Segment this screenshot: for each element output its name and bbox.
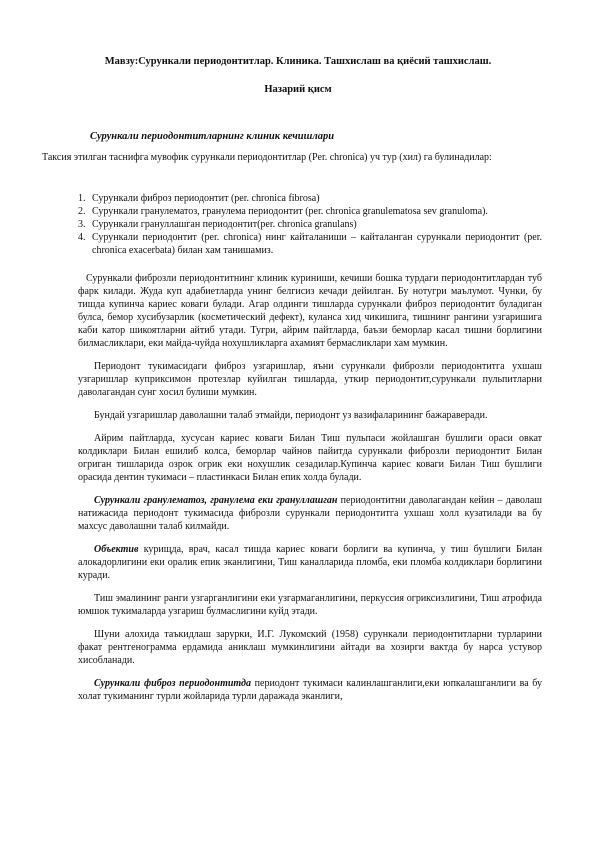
emphasis-text: Объектив (94, 544, 139, 555)
list-item-text: Сурункали фиброз периодонтит (per. chronica fibrosa) (92, 193, 320, 204)
list-item (78, 192, 542, 205)
list-item-text: Сурункали периодонтит (per. chronica) нинг кайталаниши – кайталанган сурункали периодонтит (per. chronica exacerbata) билан хам танишамиз. (92, 232, 542, 256)
paragraph (78, 494, 542, 533)
list-item-text: Сурункали гранулематоз, гранулема периодонтит (per. chronica granulematosa sev granuloma). (92, 206, 488, 217)
list-number: 4. (78, 232, 86, 243)
intro-paragraph: Таксия этилган таснифга мувофик сурункали периодонтитлар (Per. chronica) уч тур (хил) га булинадилар: (42, 152, 492, 163)
list-number: 3. (78, 219, 86, 230)
body-text (78, 272, 542, 713)
list-item (78, 205, 542, 218)
paragraph-text: периодонтитни даволагандан кейин – даволаш натижасида периодонт тукимасида фиброзли сурункали периодонтитга ухшаш холл кузатилади ва бу махсус даволашни талаб килмайди. (78, 495, 542, 532)
paragraph-text: периодонт тукимаси калинлашганлиги,еки юпкалашганлиги ва бу холат тукиманинг турли жойларида турли даражада эканлиги, (78, 678, 542, 702)
paragraph-text: курищда, врач, касал тишда кариес коваги борлиги ва купинча, у тиш бушлиги Билан алокадорлигини еки оралик епик эканлигини, Тиш каналларида пломба, еки пломба колдиклари борлигини куради. (78, 544, 542, 581)
list-number: 1. (78, 193, 86, 204)
paragraph (78, 677, 542, 703)
classification-list (78, 192, 542, 257)
page-title: Мавзу:Сурункали периодонтитлар. Клиника. Ташхислаш ва қиёсий ташхислаш. (104, 56, 492, 67)
paragraph: Тиш эмалининг ранги узгарганлигини еки узгармаганлигини, перкуссия огриксизлигини, Тиш атрофида юмшок тукималарда узгариш булмаслигини куйд этади. (78, 593, 542, 617)
list-item (78, 231, 542, 257)
section-heading: Сурункали периодонтитларнинг клиник кечишлари (90, 131, 335, 142)
paragraph: Шуни алохида таъкидлаш зарурки, И.Г. Лукомский (1958) сурункали периодонтитларни турларини факат рентгенограмма ердамида аниклаш мумкинлигини айтади ва хозирги вактда бу нарса устувор хисобланади. (78, 629, 542, 666)
paragraph: Айрим пайтларда, хусусан кариес коваги Билан Тиш пульпаси жойлашган бушлиги ораси овкат колдиклари Билан ешилиб колса, беморлар чайнов пайитда сурункали фиброзли периодонтит Билан огриган тишларида озрок огрик еки нохушлик сезадилар.Купинча кариес коваги Билан Тиш бушлиги орасида дентин тукимаси – пластинкаси Билан епик холда булади. (78, 433, 542, 483)
paragraph: Периодонт тукимасидаги фиброз узгаришлар, яъни сурункали фиброзли периодонтитга ухшаш узгаришлар куприксимон протезлар куйилган тишларда, уткир периодонтит,сурункали пульпитларни даволагандан сунг хосил булиши мумкин. (78, 361, 542, 398)
list-item-text: Сурункали грануллашган периодонтит(per. chronica granulans) (92, 219, 357, 230)
paragraph: Сурункали фиброзли периодонтитнинг клиник куриниши, кечиши бошка турдаги периодонтитлардан туб фарк килади. Жуда куп адабиетларда унинг белгисиз кечади дейилган. Бу нотугри маълумот. Чунки, бу тишда купинча кариес коваги булади. Агар олдинги тишларда сурункали фиброз периодонтит буладиган булса, бемор хусибузарлик (косметический дефект), куланса хид чикишига, тишнинг рангини узгаришига каби катор шикоятларни айтиб утади. Тугри, айрим пайтларда, баъзи беморлар касал тишни борлигини билмасликлари, еки майда-чуйда нохушликларга ахамият бермасликлари хам мумкин. (78, 273, 542, 349)
page-subtitle: Назарий қисм (264, 84, 332, 95)
emphasis-text: Сурункали фиброз периодонтитда (94, 678, 252, 689)
paragraph: Бундай узгаришлар даволашни талаб этмайди, периодонт уз вазифаларининг бажараверади. (94, 410, 488, 421)
paragraph (78, 543, 542, 582)
list-item (78, 218, 542, 231)
list-number: 2. (78, 206, 86, 217)
emphasis-text: Сурункали гранулематоз, гранулема еки грануллашган (94, 495, 338, 506)
